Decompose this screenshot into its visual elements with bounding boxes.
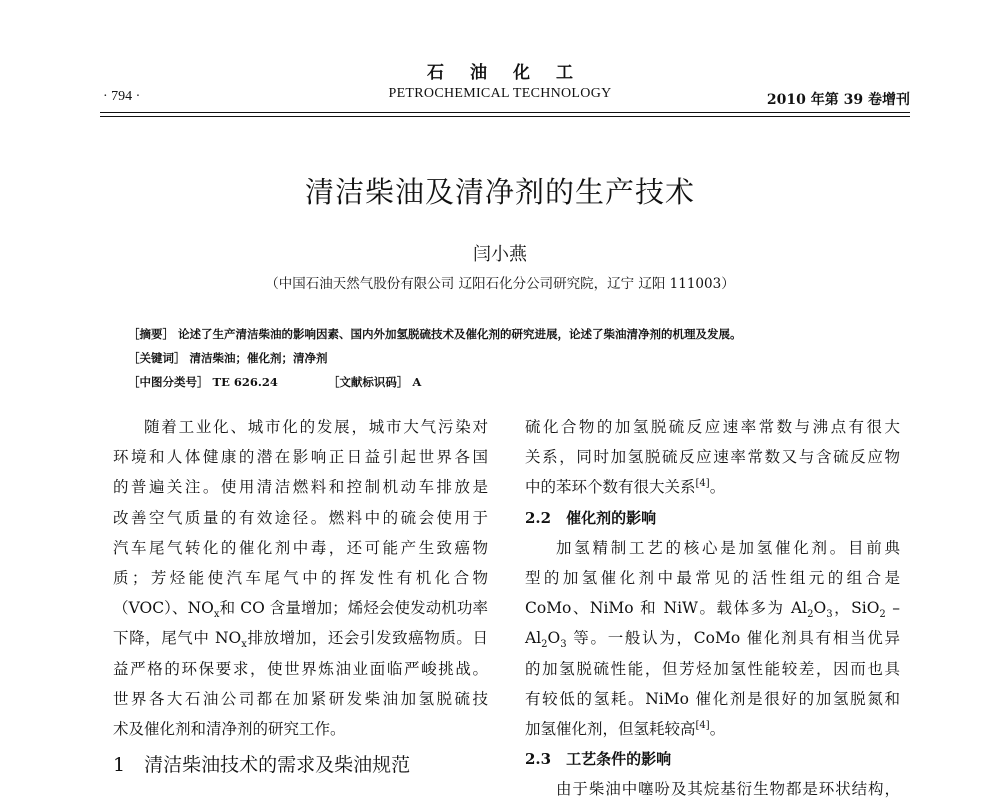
author-name: 闫小燕 [473, 244, 527, 265]
body-line: 由于柴油中噻吩及其烷基衍生物都是环状结构， [556, 780, 900, 799]
body-line: 的普遍关注。使用清洁燃料和控制机动车排放是 [113, 478, 488, 497]
body-line: 硫化合物的加氢脱硫反应速率常数与沸点有很大 [525, 418, 900, 436]
abstract-text: 论述了生产清洁柴油的影响因素、国内外加氢脱硫技术及催化剂的研究进展，论述了柴油清净剂的机理及发展。 [178, 327, 742, 341]
body-line: CoMo、NiMo 和 NiW。载体多为 $Al_2O_3$，SiO$_2$ – [525, 599, 900, 621]
body-line: （VOC）、$NO_x$和 CO 含量增加；烯烃会使发动机功率 [113, 599, 488, 621]
section-heading-2-3: 2.3 工艺条件的影响 [525, 750, 672, 769]
doc-code-label: ［文献标识码］ [327, 375, 409, 389]
classification-line [128, 374, 421, 390]
keywords-label: ［关键词］ [128, 351, 186, 365]
article-title: 清洁柴油及清净剂的生产技术 [304, 175, 695, 209]
body-line: 型的加氢催化剂中最常见的活性组元的组合是 [525, 569, 900, 588]
keywords-text: 清洁柴油；催化剂；清净剂 [189, 351, 328, 365]
body-line: 益严格的环保要求，使世界炼油业面临严峻挑战。 [113, 659, 488, 678]
body-line: 的加氢脱硫性能，但芳烃加氢性能较差，因而也具 [525, 659, 900, 678]
issue-info: 2010 年第 39 卷增刊 [766, 92, 910, 108]
body-line: 中的苯环个数有很大关系[4]。 [525, 478, 726, 497]
abstract-label: ［摘要］ [128, 327, 174, 341]
body-line: 质；芳烃能使汽车尾气中的挥发性有机化合物 [113, 569, 488, 588]
citation-ref: [4] [695, 719, 710, 731]
section-heading-1: 1 清洁柴油技术的需求及柴油规范 [113, 754, 411, 777]
body-line: 改善空气质量的有效途径。燃料中的硫会使用于 [113, 508, 488, 527]
body-line: 加氢精制工艺的核心是加氢催化剂。目前典 [556, 538, 900, 557]
body-line: 加氢催化剂，但氢耗较高[4]。 [525, 719, 726, 739]
right-column [525, 412, 900, 805]
clc-value: TE 626.24 [212, 375, 278, 389]
section-heading-2-2: 2.2 催化剂的影响 [525, 508, 657, 527]
header-rule-thick [100, 112, 910, 113]
left-column [113, 412, 488, 780]
body-line: 随着工业化、城市化的发展，城市大气污染对 [144, 418, 488, 436]
body-line: $Al_2O_3$ 等。一般认为，CoMo 催化剂具有相当优异 [525, 629, 900, 651]
author-affiliation: （中国石油天然气股份有限公司 辽阳石化分公司研究院，辽宁 辽阳 111003） [265, 276, 735, 292]
doc-code-value: A [412, 375, 422, 389]
body-line: 环境和人体健康的潜在影响正日益引起世界各国 [113, 448, 488, 467]
keywords-line [128, 350, 328, 366]
body-line: 术及催化剂和清净剂的研究工作。 [113, 720, 346, 739]
clc-label: ［中图分类号］ [128, 375, 209, 389]
body-line: 下降，尾气中 $NO_x$排放增加，还会引发致癌物质。日 [113, 629, 488, 651]
body-line: 汽车尾气转化的催化剂中毒，还可能产生致癌物 [113, 538, 488, 557]
journal-title-cn: 石油化工 [427, 63, 599, 83]
body-line: 有较低的氢耗。NiMo 催化剂是很好的加氢脱氮和 [525, 689, 900, 708]
page-number: · 794 · [103, 89, 141, 104]
citation-ref: [4] [695, 478, 710, 490]
header-rule-thin [100, 116, 910, 117]
body-line: 关系，同时加氢脱硫反应速率常数又与含硫反应物 [525, 448, 900, 467]
abstract-line [128, 326, 742, 342]
journal-title-en: PETROCHEMICAL TECHNOLOGY [388, 86, 612, 101]
body-line: 世界各大石油公司都在加紧研发柴油加氢脱硫技 [113, 689, 488, 708]
